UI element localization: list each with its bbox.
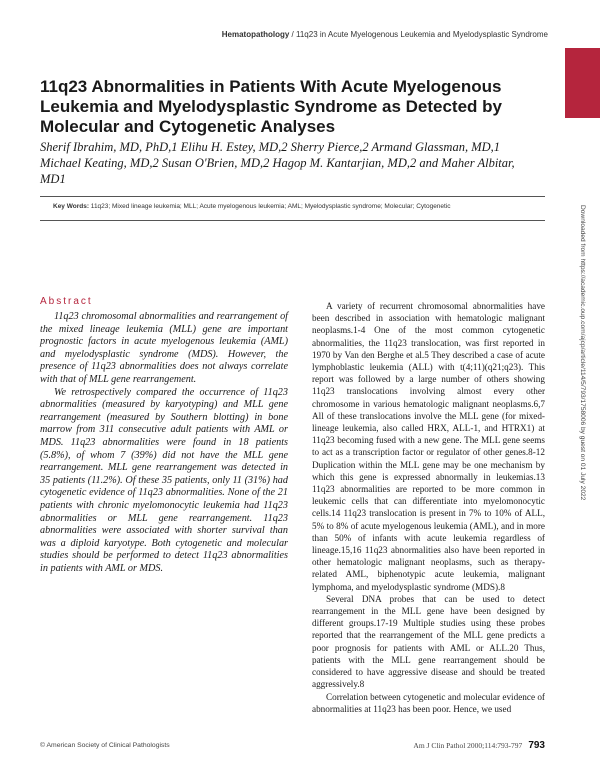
body-paragraph-3: Correlation between cytogenetic and molecular evidence of abnormalities at 11q23 has been poor. Hence, we used [312, 691, 545, 714]
journal-citation: Am J Clin Pathol 2000;114:793-797 [413, 741, 523, 750]
body-paragraph-1: A variety of recurrent chromosomal abnormalities have been described in association with hematologic malignant neoplasms.1-4 One of the most common cytogenetic abnormalities, the 11q23 translocation, was first reported in 1970 by Van den Berghe et al.5 They described a case of acute lymphoblastic leukemia (ALL) with t(4;11)(q21;q23). This report was followed by a large number of others showing 11q23 translocations involving almost every other chromosome in various hematologic malignant neoplasms.6,7 All of these translocations involve the MLL gene (for mixed-lineage leukemia, also called HRX, ALL-1, and HTRX1) at 11q23 becoming fused with a new gene. The MLL gene seems to act as a transcription factor or regulator of other genes.8-12 Duplication within the MLL gene may be one mechanism by which this gene is expressed abnormally in leukemias.13 11q23 abnormalities are reported to be more common in leukemic cells that can differentiate into myelomonocytic cells.14 11q23 translocation is present in 7% to 10% of ALL, 5% to 8% of acute myelogenous leukemia (AML), and in more than 50% of infants with acute leukemia regardless of lineage.15,16 11q23 abnormalities also have been reported in other hematologic malignant neoplasms, such as therapy-related AML, biphenotypic acute leukemia, malignant lymphoma, and myelodysplastic syndrome (MDS).8 [312, 301, 545, 592]
download-notice[interactable]: Downloaded from https://academic.oup.com/ajcp/article/114/5/793/1758006 by guest on 01 July 2022 [579, 205, 586, 501]
keywords [53, 203, 543, 210]
abstract-paragraph-2: We retrospectively compared the occurrence of 11q23 abnormalities (measured by karyotyping) and MLL gene rearrangement (measured by Southern blotting) in bone marrow from 311 consecutive adult patients with AML or MDS. 11q23 abnormalities were found in 18 patients (5.8%), of whom 7 (39%) did not have the MLL gene rearrangement. MLL gene rearrangement was detected in 35 patients (11.2%). Of these 35 patients, only 11 (31%) had cytogenetic evidence of 11q23 abnormalities. None of the 21 patients with chronic myelomonocytic leukemia had 11q23 abnormalities or MLL gene rearrangement. 11q23 abnormalities were associated with shorter survival than was a diploid karyotype. Both cytogenetic and molecular studies should be performed to detect 11q23 abnormalities in patients with AML or MDS. [40, 386, 288, 574]
running-header [222, 30, 548, 39]
accent-bar [565, 48, 600, 118]
body-paragraph-2: Several DNA probes that can be used to detect rearrangement in the MLL gene have been designed by different groups.17-19 Multiple studies using these probes reported that the rearrangement of the MLL gene predicts a poor prognosis for patients with AML or ALL.20 Thus, patients with the MLL gene rearrangement should be considered to have aggressive disease and should be treated aggressively.8 [312, 593, 545, 690]
author-list: Sherif Ibrahim, MD, PhD,1 Elihu H. Estey, MD,2 Sherry Pierce,2 Armand Glassman, MD,1 Michael Keating, MD,2 Susan O'Brien, MD,2 Hagop M. Kantarjian, MD,2 and Maher Albitar, MD1 [40, 140, 515, 186]
running-title: / 11q23 in Acute Myelogenous Leukemia and Myelodysplastic Syndrome [289, 30, 548, 39]
download-sidebar [573, 205, 595, 765]
body-column [312, 300, 545, 715]
copyright-notice: © American Society of Clinical Pathologists [40, 742, 170, 749]
article-title: 11q23 Abnormalities in Patients With Acute Myelogenous Leukemia and Myelodysplastic Syndrome as Detected by Molecular and Cytogenetic Analyses [40, 77, 502, 136]
page-number: 793 [528, 740, 545, 751]
footer-citation [413, 740, 545, 751]
abstract-column [40, 311, 288, 575]
keywords-top-rule [40, 196, 545, 197]
section-label: Hematopathology [221, 30, 290, 39]
abstract-paragraph-1: 11q23 chromosomal abnormalities and rearrangement of the mixed lineage leukemia (MLL) gene are important prognostic factors in acute myelogenous leukemia (AML) and myelodysplastic syndrome (MDS). However, the presence of 11q23 abnormalities does not always correlate with that of MLL gene rearrangement. [40, 311, 288, 385]
keywords-label: Key Words: [53, 203, 89, 210]
keywords-text: 11q23; Mixed lineage leukemia; MLL; Acute myelogenous leukemia; AML; Myelodysplastic syndrome; Molecular; Cytogenetic [89, 203, 451, 210]
abstract-heading: Abstract [40, 296, 93, 307]
keywords-bottom-rule [40, 220, 545, 221]
